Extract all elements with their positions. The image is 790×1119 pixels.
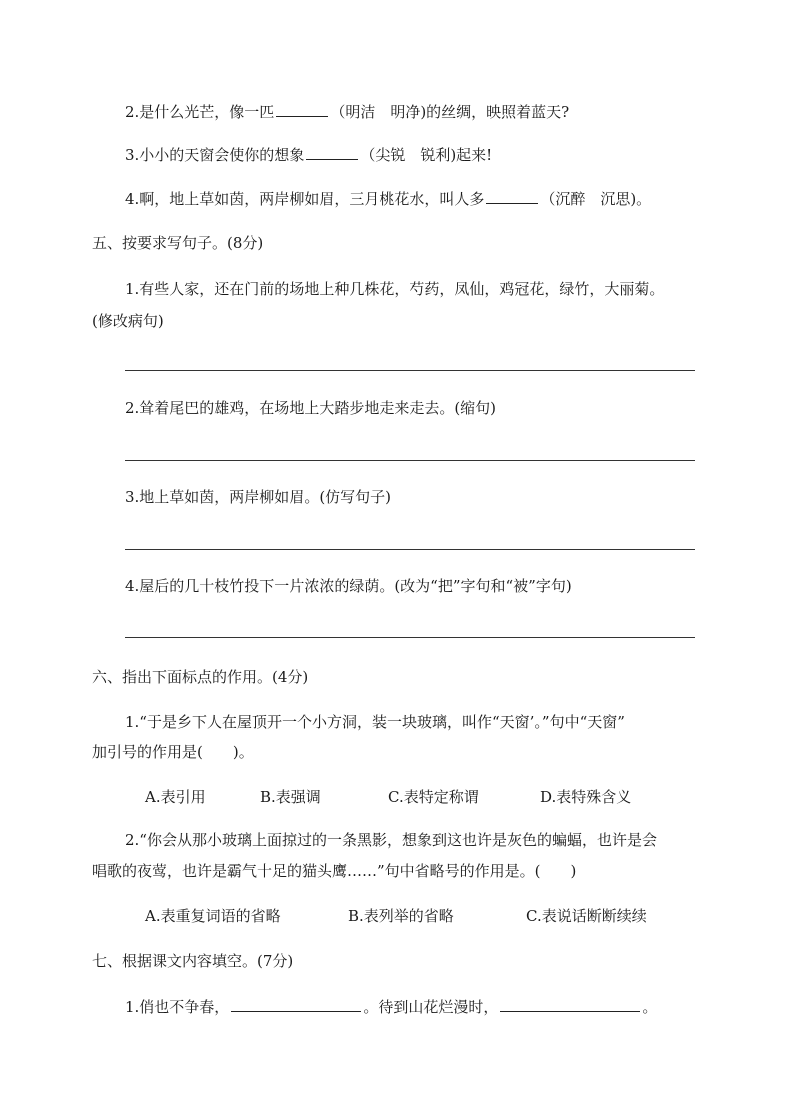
s5-q4-answer-line[interactable] bbox=[125, 637, 695, 638]
s5-question-1-line-1: 1.有些人家，还在门前的场地上种几株花，芍药，凤仙，鸡冠花，绿竹，大丽菊。 bbox=[125, 280, 665, 298]
s5-question-4: 4.屋后的几十枝竹投下一片浓浓的绿荫。(改为“把”字句和“被”字句) bbox=[125, 577, 572, 595]
section-6-heading: 六、指出下面标点的作用。(4分) bbox=[92, 668, 309, 686]
s6-question-1-line-1: 1.“于是乡下人在屋顶开一个小方洞，装一块玻璃，叫作“天窗’。”句中“天窗” bbox=[125, 713, 625, 731]
s6-q1-option-b[interactable]: B.表强调 bbox=[260, 788, 321, 806]
s6-q2-option-b[interactable]: B.表列举的省略 bbox=[348, 907, 454, 925]
s5-question-3: 3.地上草如茵，两岸柳如眉。(仿写句子) bbox=[125, 488, 392, 506]
s4-q4-text-after: （沉醉 沉思)。 bbox=[540, 190, 652, 208]
s4-q2-text-before: 2.是什么光芒，像一匹 bbox=[125, 103, 275, 121]
s7-q1-text-middle: 。待到山花烂漫时， bbox=[363, 998, 499, 1016]
s7-q1-blank-1[interactable] bbox=[231, 997, 361, 1012]
s6-q2-option-a[interactable]: A.表重复词语的省略 bbox=[145, 907, 281, 925]
s4-question-4 bbox=[125, 189, 651, 209]
s4-q2-blank[interactable] bbox=[276, 102, 328, 117]
s6-question-2-line-1: 2.“你会从那小玻璃上面掠过的一条黑影，想象到这也许是灰色的蝙蝠，也许是会 bbox=[125, 831, 657, 849]
s6-q1-option-d[interactable]: D.表特殊含义 bbox=[540, 788, 632, 806]
s5-q1-answer-line[interactable] bbox=[125, 370, 695, 371]
s6-q1-option-a[interactable]: A.表引用 bbox=[145, 788, 206, 806]
s6-q2-option-c[interactable]: C.表说话断断续续 bbox=[526, 907, 647, 925]
s7-q1-text-after: 。 bbox=[642, 998, 658, 1016]
s7-q1-blank-2[interactable] bbox=[500, 997, 640, 1012]
section-5-heading: 五、按要求写句子。(8分) bbox=[92, 234, 264, 252]
s6-question-2-line-2: 唱歌的夜莺，也许是霸气十足的猫头鹰……”句中省略号的作用是。( ) bbox=[92, 862, 577, 880]
s4-q2-text-after: （明洁 明净)的丝绸，映照着蓝天? bbox=[330, 103, 570, 121]
s4-q4-blank[interactable] bbox=[486, 189, 538, 204]
s5-question-1-line-2: (修改病句) bbox=[92, 312, 164, 330]
s7-q1-text-before: 1.俏也不争春， bbox=[125, 998, 230, 1016]
s4-q4-text-before: 4.啊，地上草如茵，两岸柳如眉，三月桃花水，叫人多 bbox=[125, 190, 485, 208]
s4-q3-text-after: （尖锐 锐利)起来! bbox=[360, 146, 493, 164]
s5-question-2: 2.耸着尾巴的雄鸡，在场地上大踏步地走来走去。(缩句) bbox=[125, 399, 497, 417]
s6-q1-option-c[interactable]: C.表特定称谓 bbox=[388, 788, 479, 806]
section-7-heading: 七、根据课文内容填空。(7分) bbox=[92, 952, 294, 970]
s4-question-2 bbox=[125, 102, 569, 122]
s5-q2-answer-line[interactable] bbox=[125, 460, 695, 461]
s4-q3-blank[interactable] bbox=[306, 145, 358, 160]
s5-q3-answer-line[interactable] bbox=[125, 549, 695, 550]
s6-question-1-line-2: 加引号的作用是( )。 bbox=[92, 743, 254, 761]
s7-question-1 bbox=[125, 997, 657, 1017]
s4-q3-text-before: 3.小小的天窗会使你的想象 bbox=[125, 146, 305, 164]
s4-question-3 bbox=[125, 145, 492, 165]
